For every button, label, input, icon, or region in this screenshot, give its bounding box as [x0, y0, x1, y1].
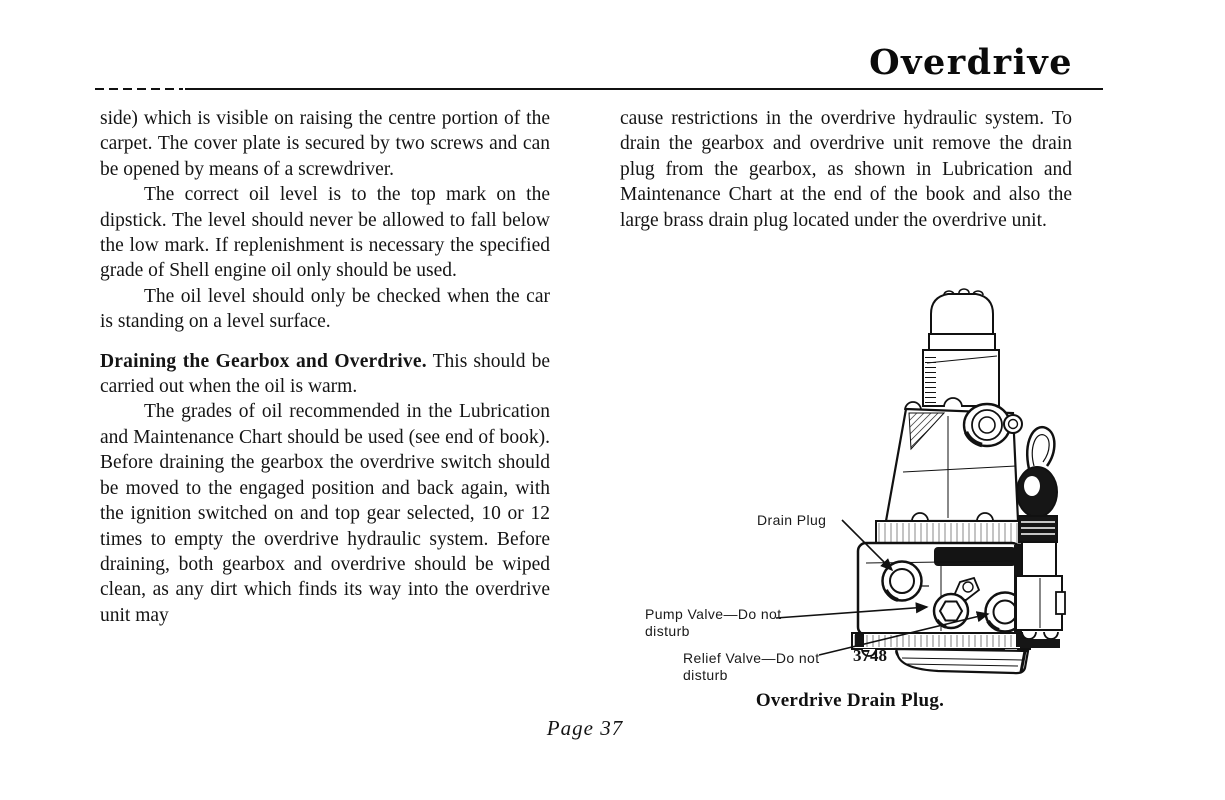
relief-valve-label: [683, 650, 820, 684]
paragraph: The oil level should only be checked when the car is standing on a level surface.: [100, 285, 550, 333]
pump-valve-label: [645, 606, 782, 640]
page-title: Overdrive: [869, 42, 1073, 83]
relief-valve-label-line1: Relief Valve—Do not: [683, 650, 820, 666]
pump-valve-label-line1: Pump Valve—Do not: [645, 606, 782, 622]
paragraph: The grades of oil recommended in the Lubrication and Maintenance Chart should be used (see end of book). Before draining the gearbox the overdrive switch should be moved to the engaged position and back again, with the ignition switched on and top gear selected, 10 or 12 times to empty the overdrive hydraulic system. Before draining, both gearbox and overdrive should be wiped clean, as any dirt which finds its way into the overdrive unit may: [100, 401, 550, 626]
figure-caption: Overdrive Drain Plug.: [755, 690, 945, 711]
paragraph-with-runin-heading: [100, 349, 550, 400]
relief-valve-label-line2: disturb: [683, 667, 728, 683]
header-rule-line: [185, 88, 1103, 90]
pump-valve-label-line2: disturb: [645, 623, 690, 639]
header-rule-dashes: [95, 88, 183, 90]
unit-drawing: [852, 289, 1065, 673]
header-rule: [95, 88, 1103, 90]
runin-heading-rest: This should be carried out when the oil is warm.: [100, 350, 550, 398]
left-column: [100, 106, 550, 628]
drain-plug-label: Drain Plug: [757, 512, 827, 528]
paragraph: side) which is visible on raising the centre portion of the carpet. The cover plate is secured by two screws and can be opened by means of a screwdriver.: [100, 108, 550, 180]
figure-number: 3748: [853, 646, 887, 665]
page-number: Page 37: [546, 716, 624, 740]
runin-heading: Draining the Gearbox and Overdrive.: [100, 350, 427, 372]
paragraph: cause restrictions in the overdrive hydraulic system. To drain the gearbox and overdrive unit remove the drain plug from the gearbox, as shown in Lubrication and Maintenance Chart at the end of the book and also the large brass drain plug located under the overdrive unit.: [620, 108, 1072, 231]
right-column: [620, 106, 1072, 233]
paragraph: The correct oil level is to the top mark on the dipstick. The level should never be allowed to fall below the low mark. If replenishment is necessary the specified grade of Shell engine oil only should be used.: [100, 184, 550, 282]
